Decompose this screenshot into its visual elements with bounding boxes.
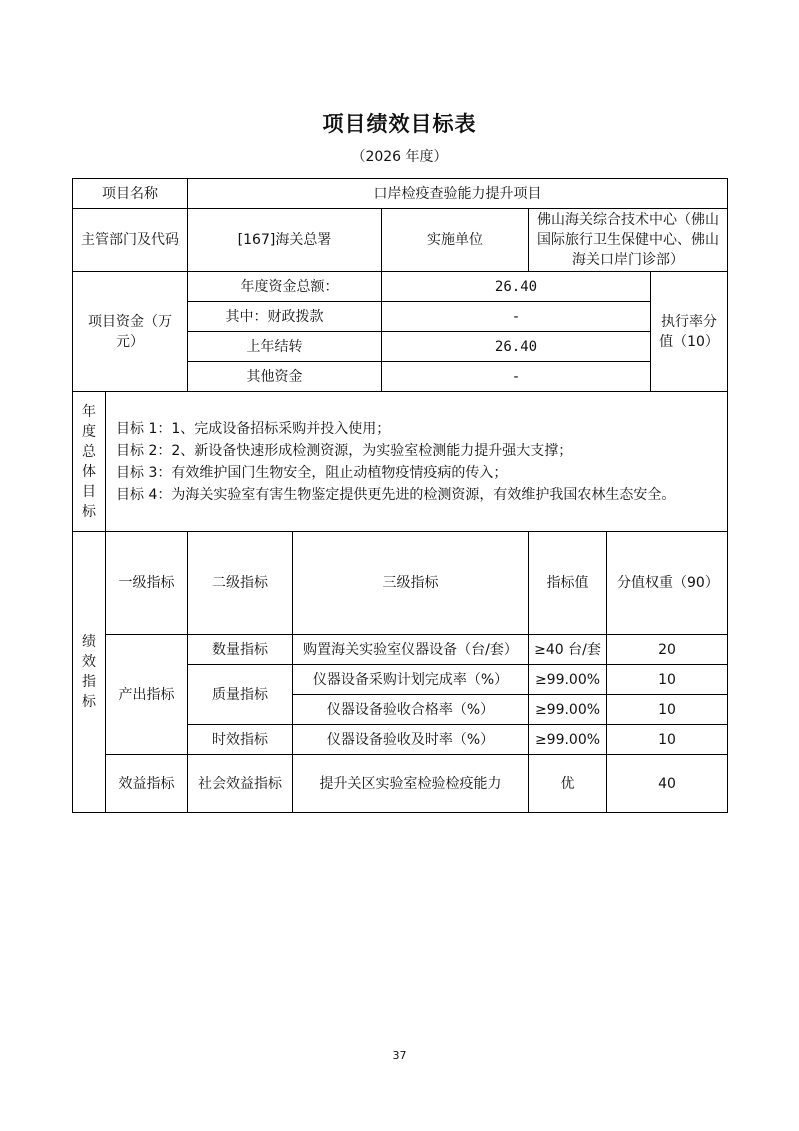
indicator-weight: 10 — [607, 665, 728, 695]
output-indicator-label: 产出指标 — [106, 635, 188, 755]
indicator-value: ≥99.00% — [529, 695, 607, 725]
funds-carryover-label: 上年结转 — [188, 332, 382, 362]
goal-item: 目标 4：为海关实验室有害生物鉴定提供更先进的检测资源，有效维护我国农林生态安全。 — [116, 486, 676, 503]
header-weight: 分值权重（90） — [607, 532, 728, 635]
page-number: 37 — [392, 1049, 407, 1062]
project-name-label: 项目名称 — [73, 179, 188, 209]
goals-label — [73, 392, 106, 532]
funds-carryover-value: 26.40 — [382, 332, 651, 362]
level2-timeliness: 时效指标 — [188, 725, 293, 755]
level2-quantity: 数量指标 — [188, 635, 293, 665]
unit-label: 实施单位 — [382, 209, 529, 272]
level3-cell: 购置海关实验室仪器设备（台/套） — [293, 635, 529, 665]
indicator-value: ≥40 台/套 — [529, 635, 607, 665]
indicator-value: 优 — [529, 755, 607, 813]
level3-cell: 仪器设备验收合格率（%） — [293, 695, 529, 725]
level2-social-benefit: 社会效益指标 — [188, 755, 293, 813]
indicators-label — [73, 532, 106, 813]
indicator-value: ≥99.00% — [529, 665, 607, 695]
level3-cell: 提升关区实验室检验检疫能力 — [293, 755, 529, 813]
funds-other-value: - — [382, 362, 651, 392]
level3-cell: 仪器设备采购计划完成率（%） — [293, 665, 529, 695]
indicator-weight: 10 — [607, 725, 728, 755]
header-level2: 二级指标 — [188, 532, 293, 635]
performance-table — [72, 178, 728, 813]
funds-fiscal-value: - — [382, 302, 651, 332]
goal-item: 目标 2：2、新设备快速形成检测资源，为实验室检测能力提升强大支撑； — [116, 442, 573, 459]
exec-rate-label: 执行率分值（10） — [651, 272, 728, 392]
funds-total-label: 年度资金总额： — [188, 272, 382, 302]
funds-total-value: 26.40 — [382, 272, 651, 302]
indicator-weight: 10 — [607, 695, 728, 725]
unit-value: 佛山海关综合技术中心（佛山国际旅行卫生保健中心、佛山海关口岸门诊部） — [529, 209, 728, 272]
goals-label-text: 年度总体目标 — [82, 403, 96, 520]
page-subtitle: （2026 年度） — [351, 149, 448, 165]
goal-item: 目标 3：有效维护国门生物安全，阻止动植物疫情疫病的传入； — [116, 464, 508, 481]
indicator-weight: 40 — [607, 755, 728, 813]
funds-other-label: 其他资金 — [188, 362, 382, 392]
level2-quality: 质量指标 — [188, 665, 293, 725]
page-title: 项目绩效目标表 — [322, 112, 477, 136]
dept-label: 主管部门及代码 — [73, 209, 188, 272]
dept-value: [167]海关总署 — [188, 209, 382, 272]
header-level3: 三级指标 — [293, 532, 529, 635]
funds-label: 项目资金（万元） — [73, 272, 188, 392]
header-level1: 一级指标 — [106, 532, 188, 635]
indicators-label-text: 绩效指标 — [82, 634, 96, 710]
level3-cell: 仪器设备验收及时率（%） — [293, 725, 529, 755]
header-value: 指标值 — [529, 532, 607, 635]
goal-item: 目标 1：1、完成设备招标采购并投入使用； — [116, 420, 391, 437]
indicator-value: ≥99.00% — [529, 725, 607, 755]
funds-fiscal-label: 其中：财政拨款 — [188, 302, 382, 332]
project-name-value: 口岸检疫查验能力提升项目 — [188, 179, 728, 209]
benefit-indicator-label: 效益指标 — [106, 755, 188, 813]
goals-content — [106, 392, 728, 532]
indicator-weight: 20 — [607, 635, 728, 665]
